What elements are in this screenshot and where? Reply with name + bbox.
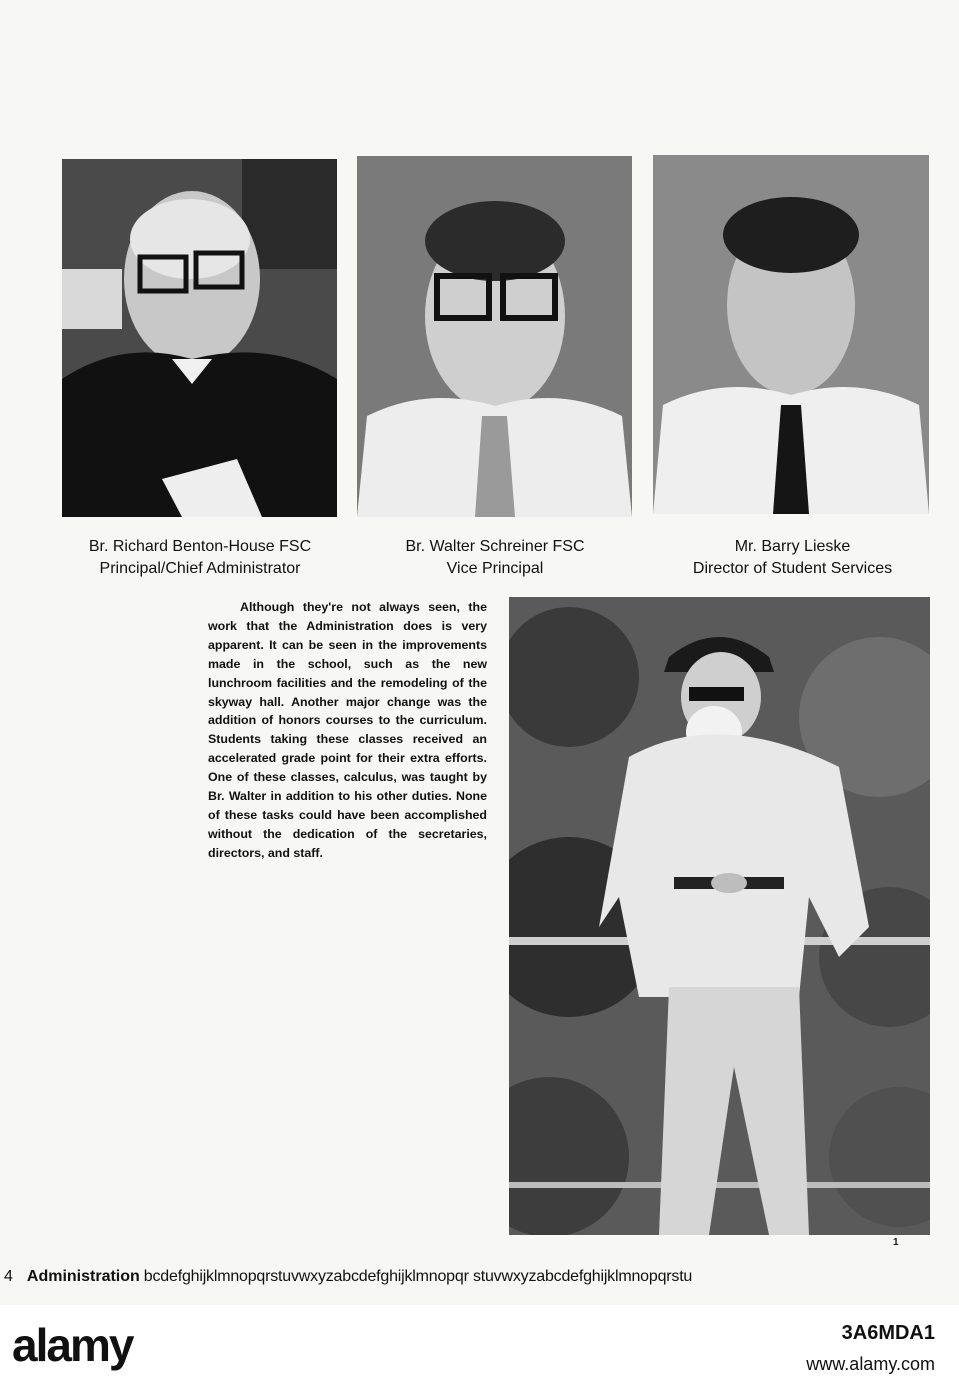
watermark-bar <box>0 1305 959 1390</box>
portrait-photo-benton-house <box>62 159 337 517</box>
portrait-title-1: Principal/Chief Administrator <box>99 560 301 577</box>
portrait-name-2: Br. Walter Schreiner FSC <box>405 538 585 555</box>
watermark-image-id: 3A6MDA1 <box>841 1322 935 1344</box>
portrait-photo-schreiner <box>357 156 632 517</box>
footer-alphabet: bcdefghijklmnopqrstuvwxyzabcdefghijklmnopqr stuvwxyzabcdefghijklmnopqrstu <box>143 1268 693 1285</box>
page-number: 4 <box>4 1268 13 1285</box>
portrait-caption-1 <box>50 536 350 580</box>
candid-photo-outdoors <box>509 597 930 1235</box>
watermark-logo: alamy <box>12 1319 133 1371</box>
section-title: Administration <box>26 1268 140 1285</box>
watermark-url: www.alamy.com <box>806 1354 935 1374</box>
portrait-title-3: Director of Student Services <box>692 560 893 577</box>
portrait-name-3: Mr. Barry Lieske <box>734 538 851 555</box>
page-footer <box>4 1268 692 1286</box>
portrait-title-2: Vice Principal <box>446 560 544 577</box>
portrait-name-1: Br. Richard Benton-House FSC <box>88 538 312 555</box>
article-text: Although they're not always seen, the work that the Administration does is very apparent. It can be seen in the improvements made in the school, such as the new lunchroom facilities and the remodeling of the skyway hall. Another major change was the addition of honors courses to the curriculum. Students taking these classes received an accelerated grade point for their extra efforts. One of these classes, calculus, was taught by Br. Walter in addition to his other duties. None of these tasks could have been accomplished without the dedication of the secretaries, directors, and staff. <box>208 600 487 860</box>
portrait-photo-lieske <box>653 155 929 514</box>
photo-number: 1 <box>893 1237 899 1248</box>
portrait-caption-2 <box>345 536 645 580</box>
portrait-caption-3 <box>640 536 945 580</box>
